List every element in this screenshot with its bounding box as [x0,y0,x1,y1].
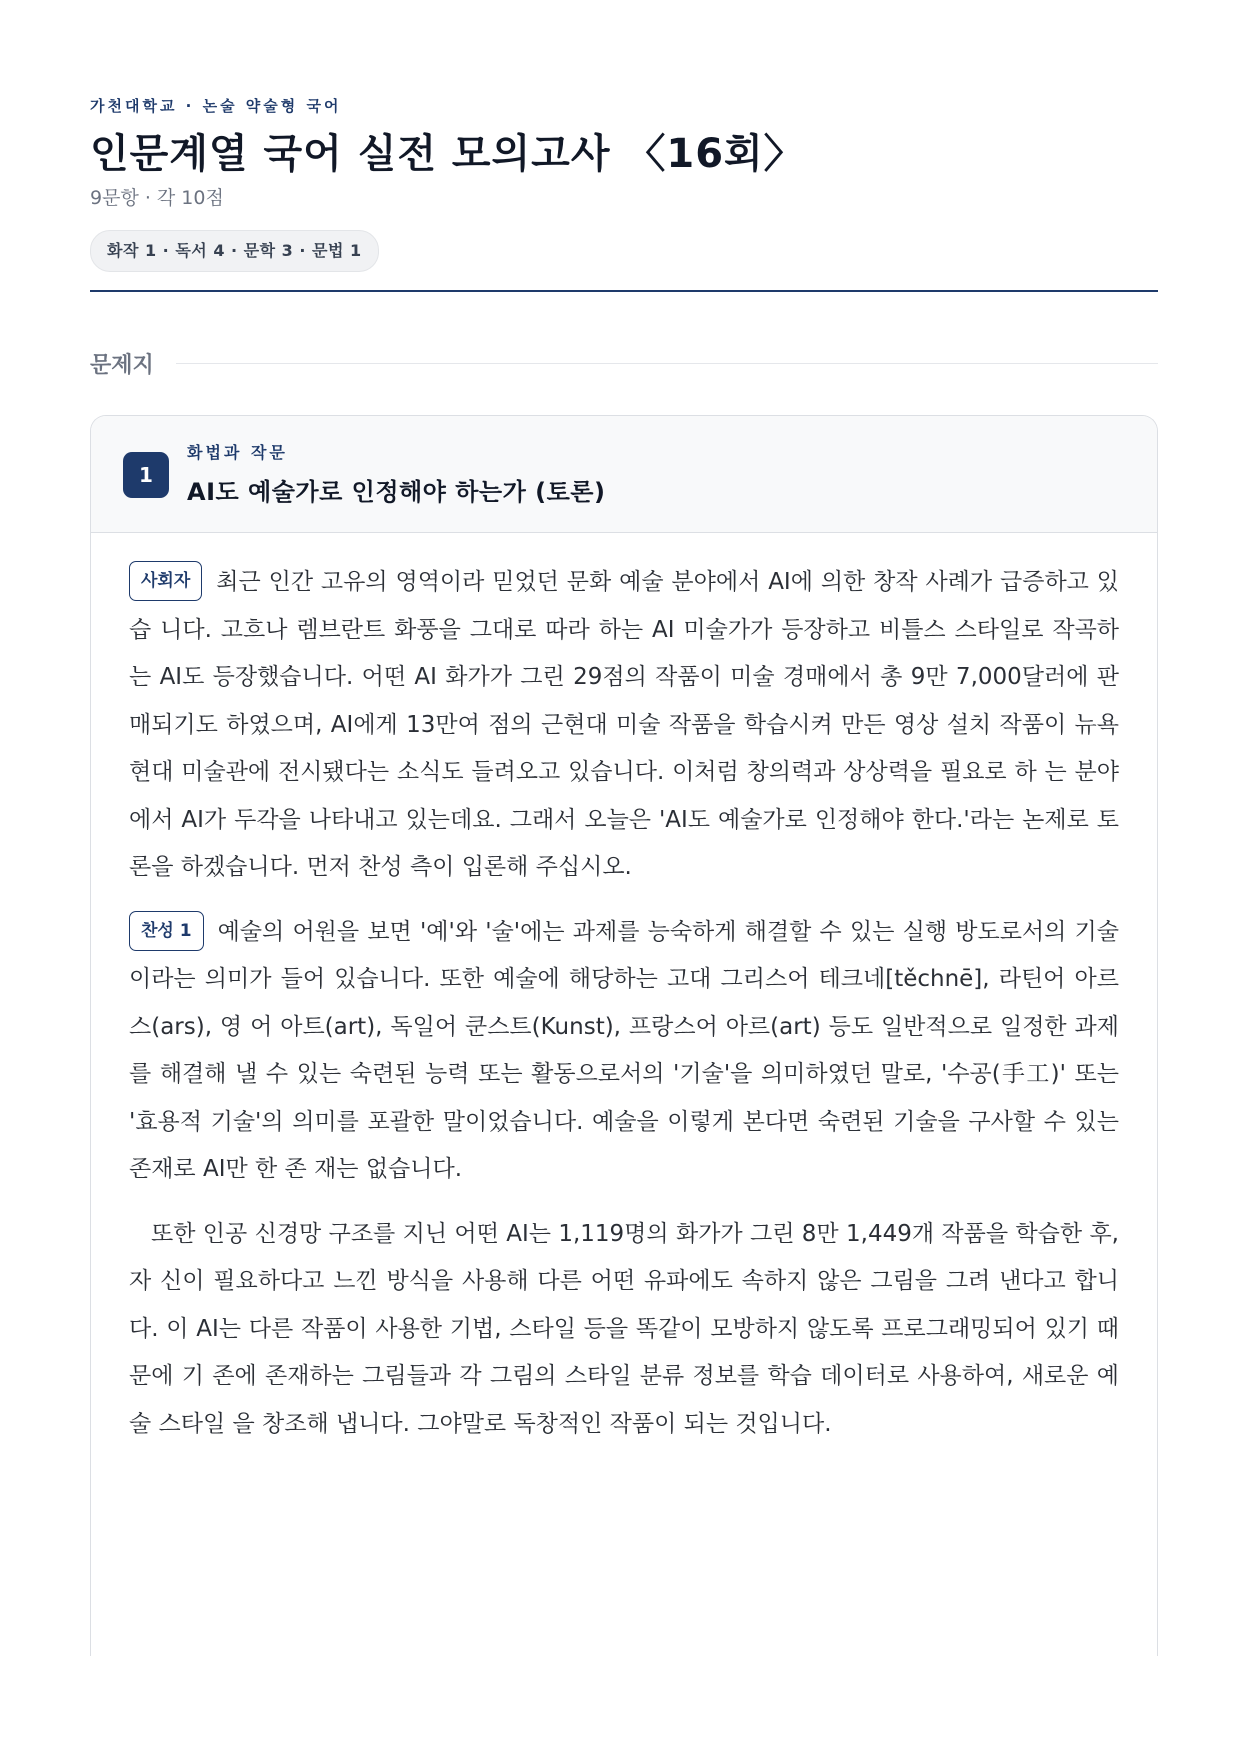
passage-paragraph [129,909,1119,1194]
section-count-badge: 화작 1 · 독서 4 · 문학 3 · 문법 1 [90,230,379,272]
question-passage [91,533,1157,1448]
exam-page [90,96,1158,1656]
passage-paragraph [129,559,1119,892]
exam-eyebrow: 가천대학교 · 논술 약술형 국어 [90,97,342,115]
speaker-tag-pro-1: 찬성 1 [129,911,204,951]
section-divider [176,363,1158,364]
passage-paragraph [129,1211,1119,1449]
section-heading [90,348,1158,379]
speaker-tag-moderator: 사회자 [129,561,202,601]
header-divider [90,290,1158,292]
paragraph-text: 또한 인공 신경망 구조를 지닌 어떤 AI는 1,119명의 화가가 그린 8만 1,449개 작품을 학습한 후, 자 신이 필요하다고 느낀 방식을 사용해 다른 어떤 유파에도 속하지 않은 그림을 그려 낸다고 합니다. 이 AI는 다른 작품이 사용한 기법, 스타일 등을 똑같이 모방하지 않도록 프로그래밍되어 있기 때문에 기 존에 존재하는 그림들과 각 그림의 스타일 분류 정보를 학습 데이터로 사용하여, 새로운 예술 스타일 을 창조해 냅니다. 그야말로 독창적인 작품이 되는 것입니다. [129,1220,1119,1437]
paragraph-text: 예술의 어원을 보면 '예'와 '술'에는 과제를 능숙하게 해결할 수 있는 실행 방도로서의 기술이라는 의미가 들어 있습니다. 또한 예술에 해당하는 고대 그리스어 테크네[těchnē], 라틴어 아르스(ars), 영 어 아트(art), 독일어 쿤스트(Kunst), 프랑스어 아르(art) 등도 일반적으로 일정한 과제를 해결해 낼 수 있는 숙련된 능력 또는 활동으로서의 '기술'을 의미하였던 말로, '수공(手工)' 또는 '효용적 기술'의 의미를 포괄한 말이었습니다. 예술을 이렇게 본다면 숙련된 기술을 구사할 수 있는 존재로 AI만 한 존 재는 없습니다. [129,918,1119,1182]
question-number-badge: 1 [123,452,169,498]
section-label: 문제지 [90,353,154,378]
paragraph-text: 최근 인간 고유의 영역이라 믿었던 문화 예술 분야에서 AI에 의한 창작 사례가 급증하고 있습 니다. 고흐나 렘브란트 화풍을 그대로 따라 하는 AI 미술가가 등장하고 비틀스 스타일로 작곡하 는 AI도 등장했습니다. 어떤 AI 화가가 그린 29점의 작품이 미술 경매에서 총 9만 7,000달러에 판매되기도 하였으며, AI에게 13만여 점의 근현대 미술 작품을 학습시켜 만든 영상 설치 작품이 뉴욕 현대 미술관에 전시됐다는 소식도 들려오고 있습니다. 이처럼 창의력과 상상력을 필요로 하 는 분야에서 AI가 두각을 나타내고 있는데요. 그래서 오늘은 'AI도 예술가로 인정해야 한다.'라는 논제로 토론을 하겠습니다. 먼저 찬성 측이 입론해 주십시오. [129,569,1119,880]
question-header [91,416,1157,533]
page-subtitle: 9문항 · 각 10점 [90,187,224,209]
question-title: AI도 예술가로 인정해야 하는가 (토론) [187,478,606,506]
page-title: 인문계열 국어 실전 모의고사 〈16회〉 [90,131,805,177]
question-card [90,415,1158,1656]
question-category: 화법과 작문 [187,443,288,462]
